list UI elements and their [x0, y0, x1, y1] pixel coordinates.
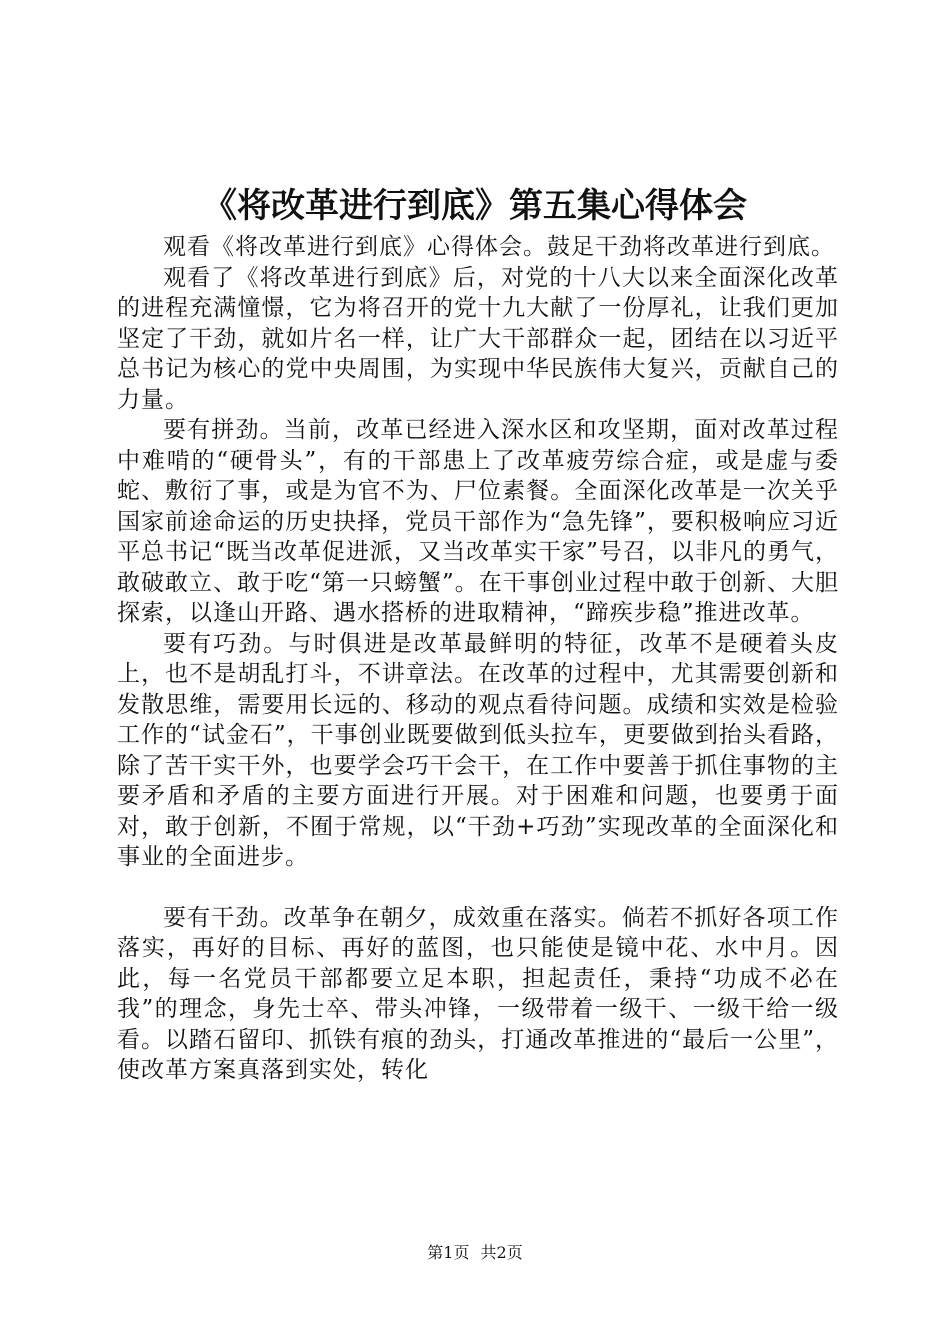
- paragraph-gap: [117, 873, 839, 903]
- paragraph-ganjin: 要有干劲。改革争在朝夕，成效重在落实。倘若不抓好各项工作落实，再好的目标、再好的蓝图，也只能使是镜中花、水中月。因此，每一名党员干部都要立足本职，担起责任，秉持“功成不必在我”的理念，身先士卒、带头冲锋，一级带着一级干、一级干给一级看。以踏石留印、抓铁有痕的劲头，打通改革推进的“最后一公里”，使改革方案真落到实处，转化: [117, 904, 839, 1083]
- document-body: [117, 232, 839, 1086]
- page-number: 第1页: [427, 1243, 470, 1262]
- page-total: 共2页: [480, 1243, 523, 1262]
- paragraph-summary: 观看了《将改革进行到底》后，对党的十八大以来全面深化改革的进程充满憧憬，它为将召开的党十九大献了一份厚礼，让我们更加坚定了干劲，就如片名一样，让广大干部群众一起，团结在以习近平总书记为核心的党中央周围，为实现中华民族伟大复兴，贡献自己的力量。: [117, 264, 839, 413]
- paragraph-pinjin: 要有拼劲。当前，改革已经进入深水区和攻坚期，面对改革过程中难啃的“硬骨头”，有的干部患上了改革疲劳综合症，或是虚与委蛇、敷衍了事，或是为官不为、尸位素餐。全面深化改革是一次关乎国家前途命运的历史抉择，党员干部作为“急先锋”，要积极响应习近平总书记“既当改革促进派，又当改革实干家”号召，以非凡的勇气，敢破敢立、敢于吃“第一只螃蟹”。在干事创业过程中敢于创新、大胆探索，以逢山开路、遇水搭桥的进取精神，“蹄疾步稳”推进改革。: [117, 417, 839, 626]
- document-title: 《将改革进行到底》第五集心得体会: [203, 186, 747, 226]
- paragraph-intro: 观看《将改革进行到底》心得体会。鼓足干劲将改革进行到底。: [163, 234, 835, 260]
- paragraph-qiaojin: 要有巧劲。与时俱进是改革最鲜明的特征，改革不是硬着头皮上，也不是胡乱打斗，不讲章法。在改革的过程中，尤其需要创新和发散思维，需要用长远的、移动的观点看待问题。成绩和实效是检验工作的“试金石”，干事创业既要做到低头拉车，更要做到抬头看路，除了苦干实干外，也要学会巧干会干，在工作中要善于抓住事物的主要矛盾和矛盾的主要方面进行开展。对于困难和问题，也要勇于面对，敢于创新，不囿于常规，以“干劲+巧劲”实现改革的全面深化和事业的全面进步。: [117, 630, 839, 870]
- page-footer: [0, 1243, 950, 1263]
